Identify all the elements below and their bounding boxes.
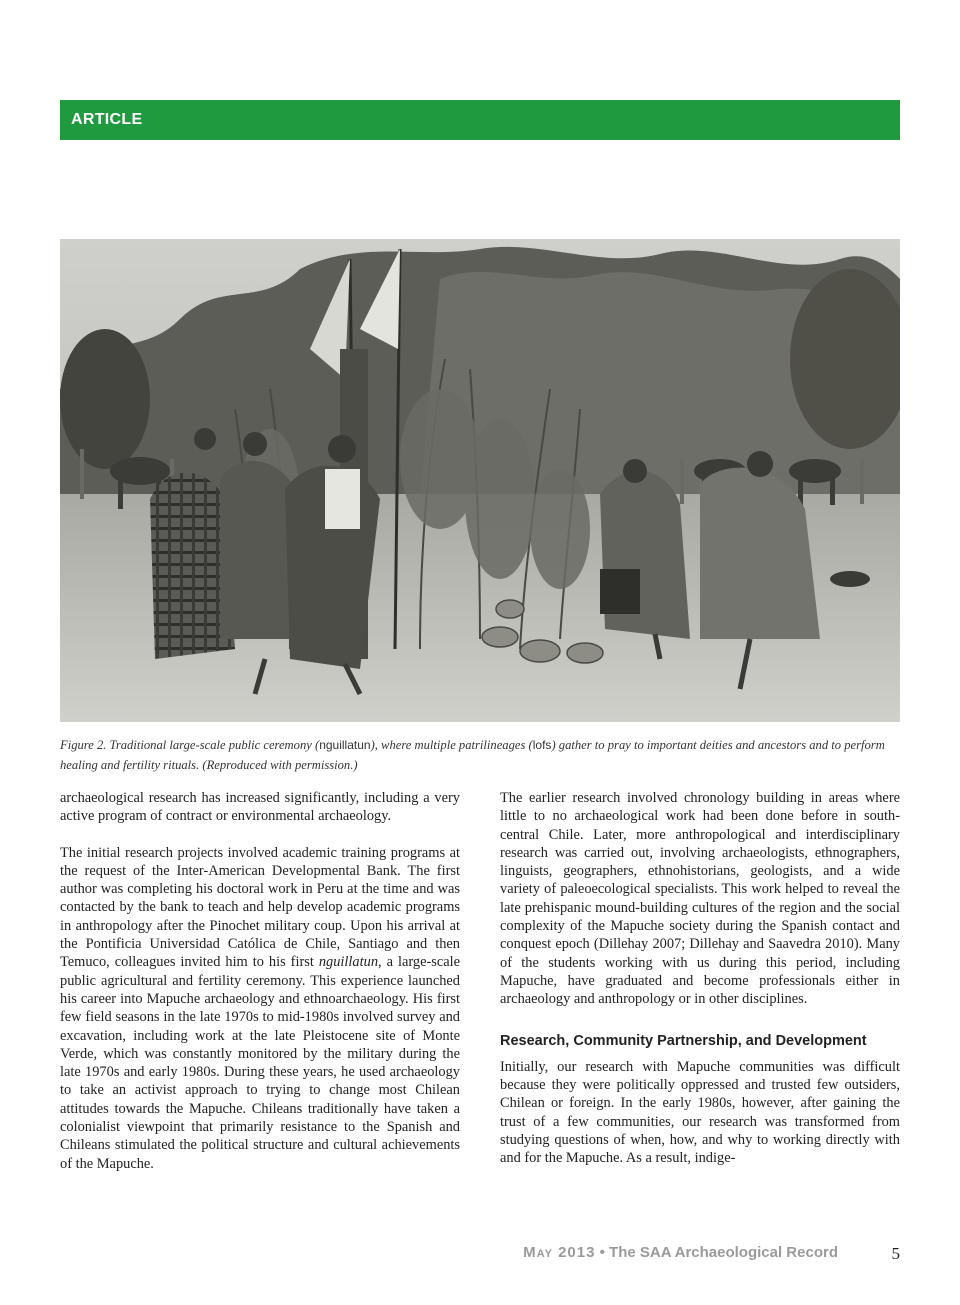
page-number: 5 [891, 1244, 900, 1263]
page-footer [500, 1244, 900, 1266]
footer-separator: • [595, 1244, 610, 1261]
caption-credit: Reproduced with permission. [206, 758, 354, 772]
ceremony-photo [60, 239, 900, 722]
caption-term-nguillatun: nguillatun [319, 738, 371, 752]
term-nguillatun: nguillatun [318, 954, 379, 971]
caption-mid: ), where multiple patrilineages ( [370, 738, 533, 752]
journal-name [523, 1244, 838, 1261]
left-column [60, 789, 460, 1173]
article-banner [60, 100, 900, 140]
article-label: ARTICLE [71, 111, 143, 128]
caption-term-lofs: lofs [532, 738, 552, 752]
left-paragraph-2-part-a: The initial research projects involved academic training programs at the request of the Inter-American Developmental Bank. The first author was completing his doctoral work in Peru at the time and was contacted by the bank to teach and help develop academic programs in anthropology after the Pinochet military coup. Upon his arrival at the Pontificia Universidad Católica de Chile, Santiago and then Temuco, colleagues invited him to his first [60, 844, 460, 971]
caption-prefix: Figure 2. Traditional large-scale public ceremony ( [60, 738, 320, 752]
right-paragraph-1: The earlier research involved chronology building in areas where little to no archaeological work had been done before in south-central Chile. Later, more anthropological and interdisciplinary research was carried out, involving archaeologists, ethnographers, linguists, geographers, ethnohistorians, geologists, and a wide variety of paleoecological specialists. This work helped to reveal the late prehispanic mound-building cultures of the region and the social complexity of the Mapuche society during the Spanish contact and conquest epoch (Dillehay 2007; Dillehay and Saavedra 2010). Many of the students working with us during this period, including Mapuche, have graduated and become professionals either in archaeology and anthropology or in other disciplines. [500, 790, 900, 1008]
left-paragraph-2-part-b: , a large-scale public agricultural and fertility ceremony. This experience launched his career into Mapuche archaeology and ethnoarchaeology. His first few field seasons in the late 1970s to mid-1980s involved survey and excavation, including work at the late Pleistocene site of Monte Verde, which was constantly monitored by the military during the late 1970s and early 1980s. During these years, he used archaeology to take an activist approach to trying to change most Chilean attitudes towards the Mapuche. Chileans traditionally have taken a colonialist viewpoint that primarily resistance to the Spanish and Chileans stimulated the political structure and cultural achievements of the Mapuche. [60, 954, 461, 1172]
left-paragraph-1: archaeological research has increased significantly, including a very active program of contract or environmental archaeology. [60, 790, 460, 825]
figure-caption [60, 735, 900, 775]
right-column [500, 789, 900, 1168]
left-paragraph-2 [60, 844, 460, 1173]
issue-date: May 2013 [523, 1244, 596, 1261]
caption-end: ) [353, 758, 358, 772]
journal-title: The SAA Archaeological Record [609, 1244, 838, 1261]
right-paragraph-2: Initially, our research with Mapuche communities was difficult because they were politically oppressed and trusted few outsiders, Chilean or foreign. In the early 1980s, however, after gaining the trust of a few communities, our research was transformed from studying questions of when, how, and why to working directly with and for the Mapuche. As a result, indige- [500, 1058, 900, 1167]
section-heading: Research, Community Partnership, and Development [500, 1032, 867, 1049]
caption-rest: ) gather to pray to important deities and ancestors and to perform healing and fertility rituals. ( [60, 738, 885, 772]
